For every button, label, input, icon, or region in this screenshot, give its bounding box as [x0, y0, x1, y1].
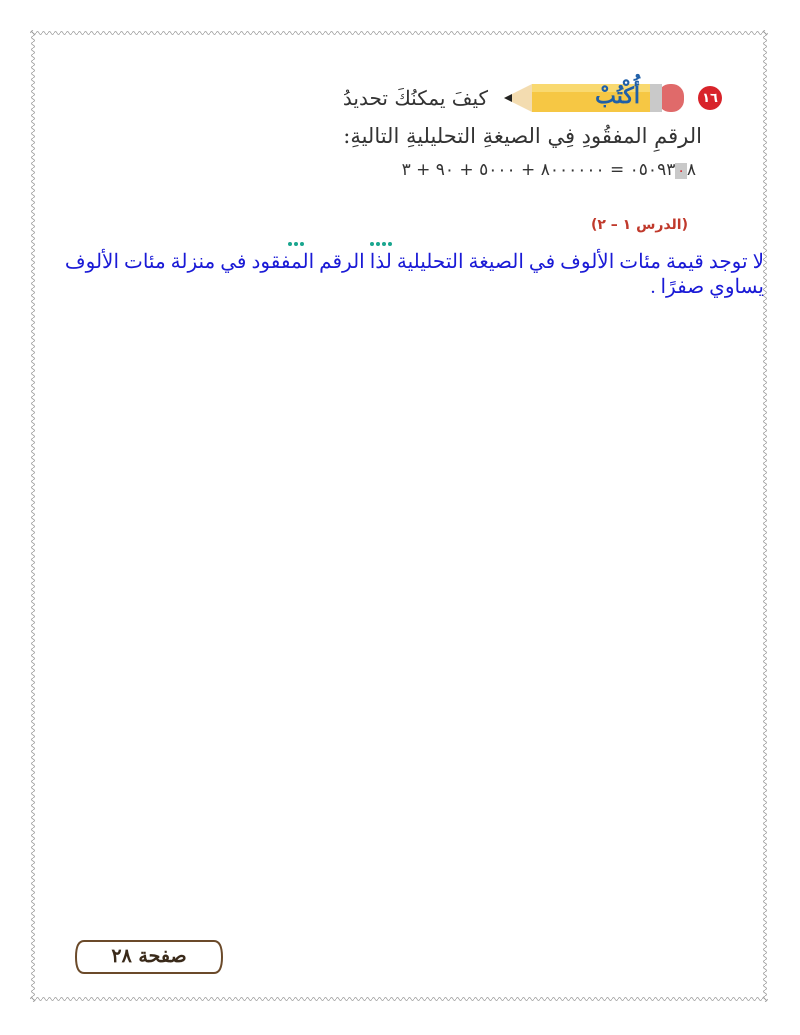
equation-prefix: ٨ — [686, 160, 696, 180]
decorative-dots-right — [370, 231, 394, 241]
prompt-line-1: كيفَ يمكنُكَ تحديدُ — [342, 86, 488, 110]
pencil-icon — [498, 80, 688, 116]
exercise-block — [202, 76, 722, 180]
equation-rest: ٠٥٠٩٣ = ٨٠٠٠٠٠٠ + ٥٠٠٠ + ٩٠ + ٣ — [401, 160, 676, 180]
exercise-number-badge: ١٦ — [698, 86, 722, 110]
answer-text: لا توجد قيمة مئات الألوف في الصيغة التحليلية لذا الرقم المفقود في منزلة مئات الألوف يساوي صفرًا . — [64, 251, 764, 298]
prompt-line-2: الرقمِ المفقُودِ فِي الصيغةِ التحليليةِ التاليةِ: — [343, 124, 702, 148]
decorative-dots-left — [288, 231, 306, 241]
lesson-reference: (الدرس ١ – ٢) — [590, 217, 688, 233]
pencil-label: أُكْتُبْ — [595, 83, 640, 109]
page-number-label — [74, 937, 224, 977]
missing-digit-box: ٠ — [677, 163, 685, 179]
prompt-row — [202, 76, 722, 120]
page-number-text: صفحة ٢٨ — [111, 945, 187, 967]
equation — [202, 160, 722, 180]
